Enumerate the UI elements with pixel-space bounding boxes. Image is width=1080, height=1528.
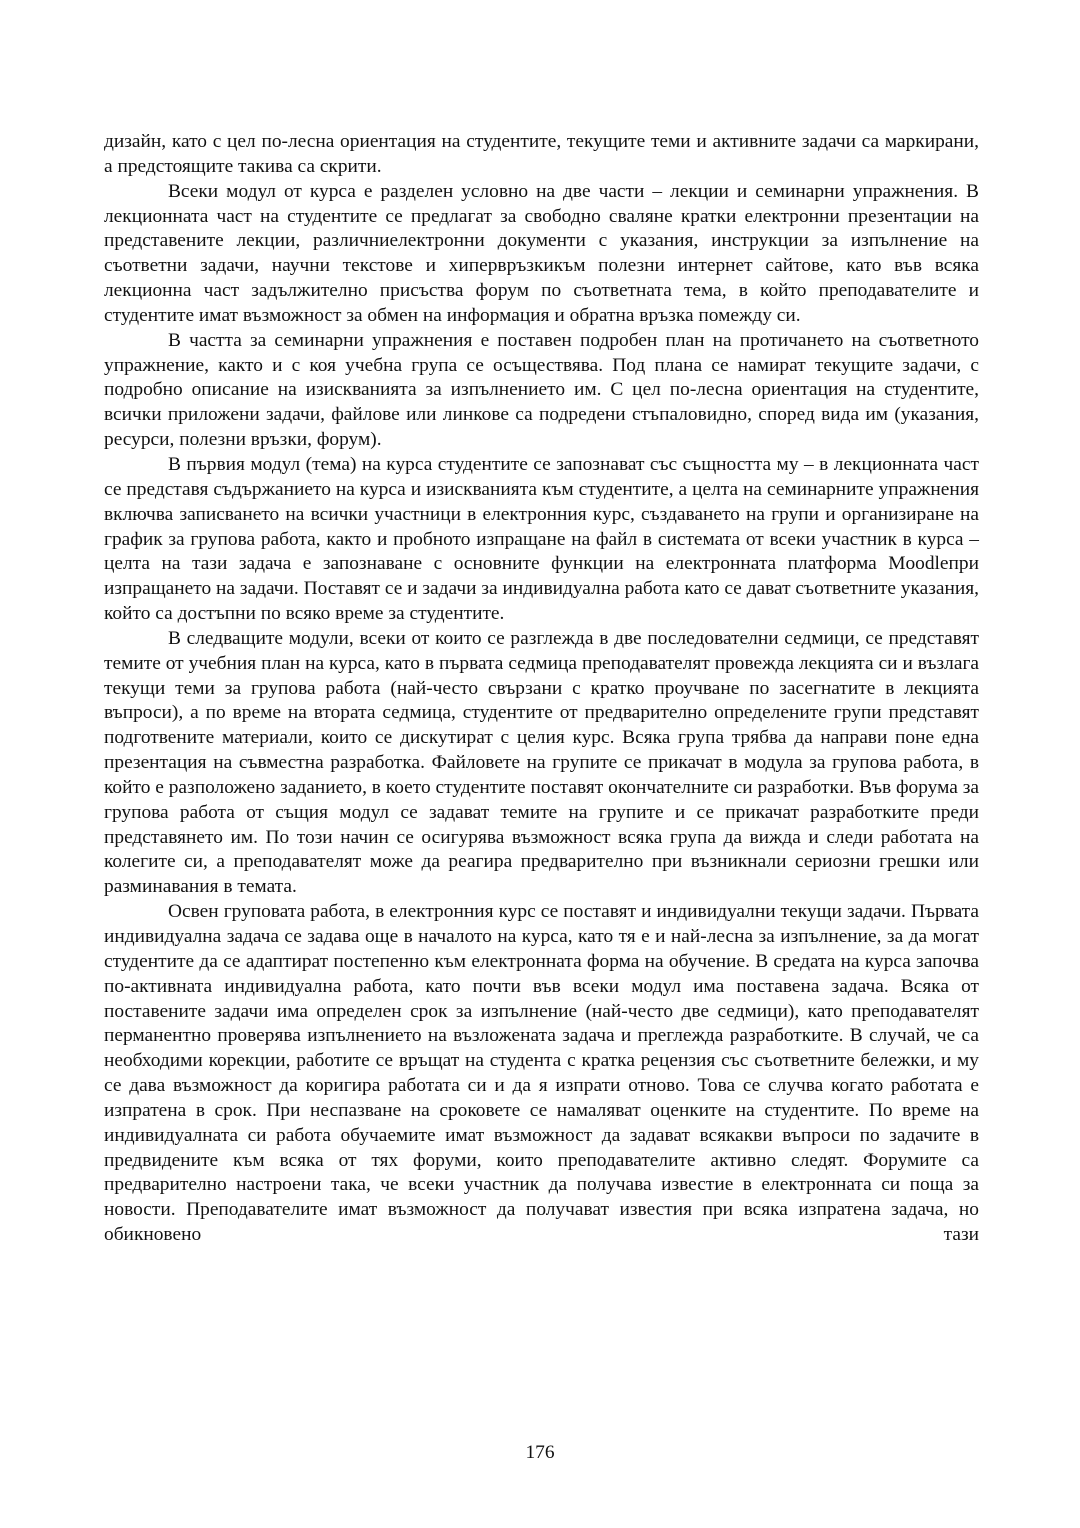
paragraph-course-modules: Всеки модул от курса е разделен условно на две части – лекции и семинарни упражнения. В лекционната част на студентите се предлагат за свободно сваляне кратки електронни презентации на представените лекции, различниелектронни документи с указания, инструкции за изпълнение на съответни задачи, научни текстове и хипервръзкикъм полезни интернет сайтове, като във всяка лекционна част задължително присъства форум по съответната тема, в който преподавателите и студентите имат възможност за обмен на информация и обратна връзка помежду си. — [104, 180, 979, 326]
paragraph-individual-work: Освен груповата работа, в електронния курс се поставят и индивидуални текущи задачи. Първата индивидуална задача се задава още в началото на курса, като тя е и най-лесна за изпълнение, за да могат студентите да се адаптират постепенно към електронната форма на обучение. В средата на курса започва по-активната индивидуална работа, като почти във всеки модул има поставена задача. Всяка от поставените задачи има определен срок за изпълнение (най-често две седмици), като преподавателят перманентно проверява изпълнението на възложената задача и преглежда разработките. В случай, че са необходими корекции, работите се връщат на студента с кратка рецензия със съответните бележки, и му се дава възможност да коригира работата си и да я изпрати отново. Това се случва когато работата е изпратена в срок. При неспазване на сроковете се намаляват оценките на студентите. По време на индивидуалната си работа обучаемите имат възможност да задават всякакви въпроси по задачите в предвидените към всяка от тях форуми, които преподавателите активно следят. Форумите са предварително настроени така, че всеки участник да получава известие в електронната си поща за новости. Преподавателите имат възможност да получават известия при всяка изпратена задача, но обикновено тази — [104, 901, 979, 1246]
paragraph-continuation: дизайн, като с цел по-лесна ориентация на студентите, текущите теми и активните задачи са маркирани, а предстоящите такива са скрити. — [104, 131, 979, 177]
paragraph-first-module: В първия модул (тема) на курса студентите се запознават със същността му – в лекционната част се представя съдържанието на курса и изискванията към студентите, а целта на семинарните упражнения включва записването на всички участници в електронния курс, създаването на групи и организиране на график за групова работа, както и пробното изпращане на файл в системата от всеки участник в курса – целта на тази задача е запознаване с основните функции на електронната платформа Moodleпри изпращането на задачи. Поставят се и задачи за индивидуална работа като се дават съответните указания, който са достъпни по всяко време за студентите. — [104, 453, 979, 625]
body-text — [104, 130, 979, 1248]
paragraph-seminar-exercises: В частта за семинарни упражнения е поставен подробен план на протичането на съответното упражнение, както и с коя учебна група се осъществява. Под плана се намират текущите задачи, с подробно описание на изискванията за изпълнението им. С цел по-лесна ориентация на студентите, всички приложени задачи, файлове или линкове са подредени стъпаловидно, според вида им (указания, ресурси, полезни връзки, форум). — [104, 329, 979, 451]
paragraph-following-modules: В следващите модули, всеки от които се разглежда в две последователни седмици, се представят темите от учебния план на курса, като в първата седмица преподавателят провежда лекцията си и възлага текущи теми за групова работа (най-често свързани с кратко проучване по засегнатите в лекцията въпроси), а по време на втората седмица, студентите от предварително определените групи представят подготвените материали, които се дискутират с целия курс. Всяка група трябва да направи поне една презентация на съвместна разработка. Файловете на групите се прикачат в модула за групова работа, в който е разположено заданието, в което студентите поставят окончателните си разработки. Във форума за групова работа от същия модул се задават темите на групите и се прикачат разработките преди представянето им. По този начин се осигурява възможност всяка група да вижда и следи работата на колегите си, а преподавателят може да реагира предварително при възникнали сериозни грешки или разминавания в темата. — [104, 627, 979, 898]
page-number: 176 — [525, 1442, 555, 1463]
